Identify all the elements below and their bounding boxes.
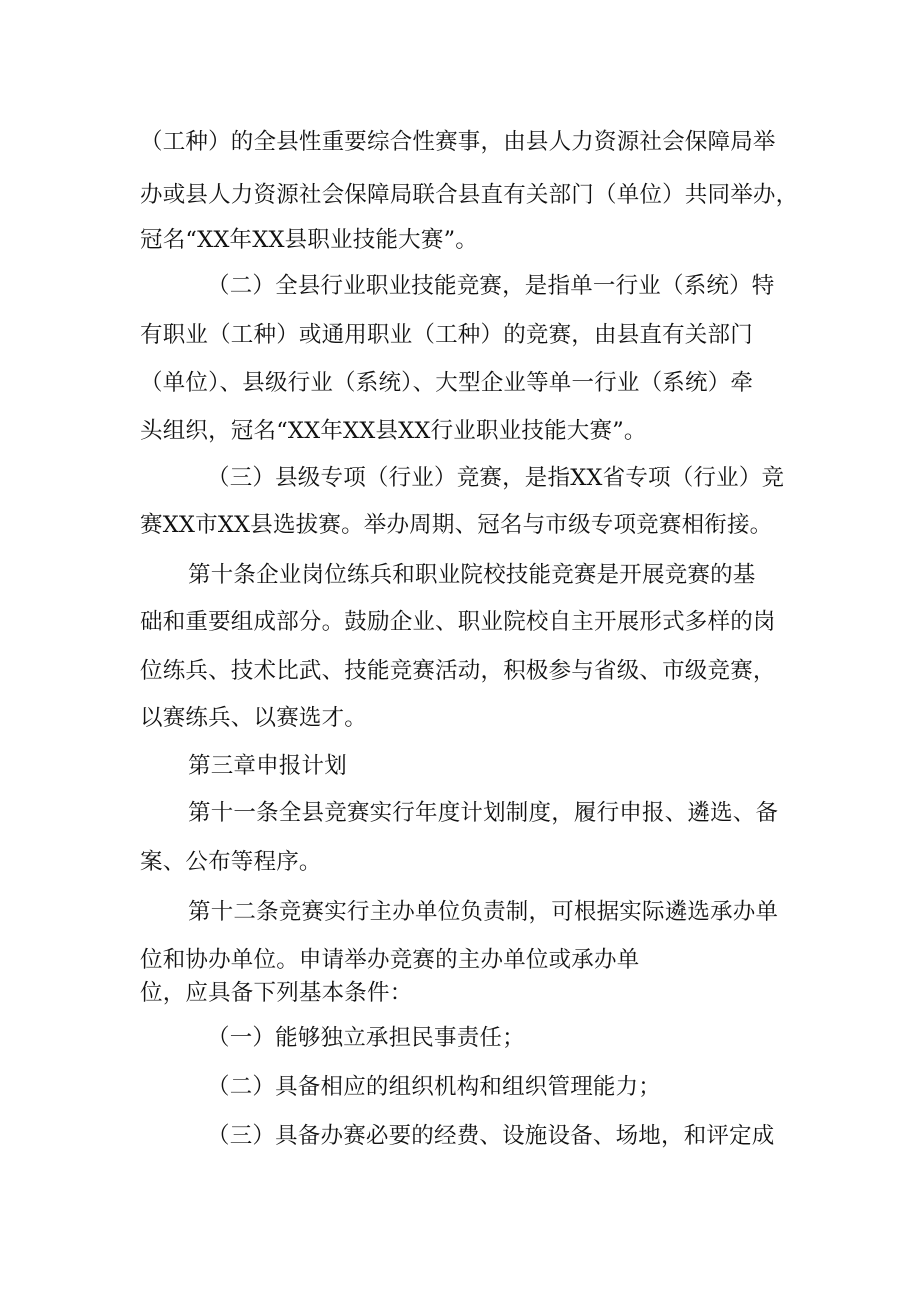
- paragraph-line: 头组织，冠名“XX年XX县XX行业职业技能大赛”。: [140, 418, 647, 444]
- paragraph-line: 位和协办单位。申请举办竞赛的主办单位或承办单: [140, 947, 640, 973]
- paragraph-line: 位练兵、技术比武、技能竞赛活动，积极参与省级、市级竞赛，: [140, 658, 776, 684]
- list-item: （一）能够独立承担民事责任；: [207, 1025, 525, 1051]
- paragraph-line: 第十条企业岗位练兵和职业院校技能竞赛是开展竞赛的基: [188, 562, 756, 588]
- paragraph-line: （工种）的全县性重要综合性赛事，由县人力资源社会保障局举: [140, 129, 776, 155]
- paragraph-line: 冠名“XX年XX县职业技能大赛”。: [140, 227, 478, 253]
- paragraph-line: 赛XX市XX县选拔赛。举办周期、冠名与市级专项竞赛相衔接。: [140, 512, 773, 538]
- paragraph-line: 第十一条全县竞赛实行年度计划制度，履行申报、遴选、备: [188, 800, 779, 826]
- paragraph-line: （三）县级专项（行业）竞赛，是指XX省专项（行业）竞: [207, 465, 785, 491]
- paragraph-line: （单位）、县级行业（系统）、大型企业等单一行业（系统）牵: [140, 370, 754, 396]
- list-item: （三）具备办赛必要的经费、设施设备、场地，和评定成: [207, 1123, 775, 1149]
- section-heading: 第三章申报计划: [188, 753, 347, 779]
- paragraph-line: 有职业（工种）或通用职业（工种）的竞赛，由县直有关部门: [140, 322, 753, 348]
- paragraph-line: 案、公布等程序。: [140, 849, 322, 875]
- paragraph-line: （二）全县行业职业技能竞赛，是指单一行业（系统）特: [207, 273, 775, 299]
- paragraph-line: 础和重要组成部分。鼓励企业、职业院校自主开展形式多样的岗: [140, 609, 776, 635]
- paragraph-line: 以赛练兵、以赛选才。: [140, 705, 368, 731]
- paragraph-line: 位，应具备下列基本条件：: [140, 980, 413, 1006]
- paragraph-line: 第十二条竞赛实行主办单位负责制，可根据实际遴选承办单: [188, 899, 779, 925]
- paragraph-line: 办或县人力资源社会保障局联合县直有关部门（单位）共同举办，: [140, 182, 799, 208]
- list-item: （二）具备相应的组织机构和组织管理能力；: [207, 1074, 662, 1100]
